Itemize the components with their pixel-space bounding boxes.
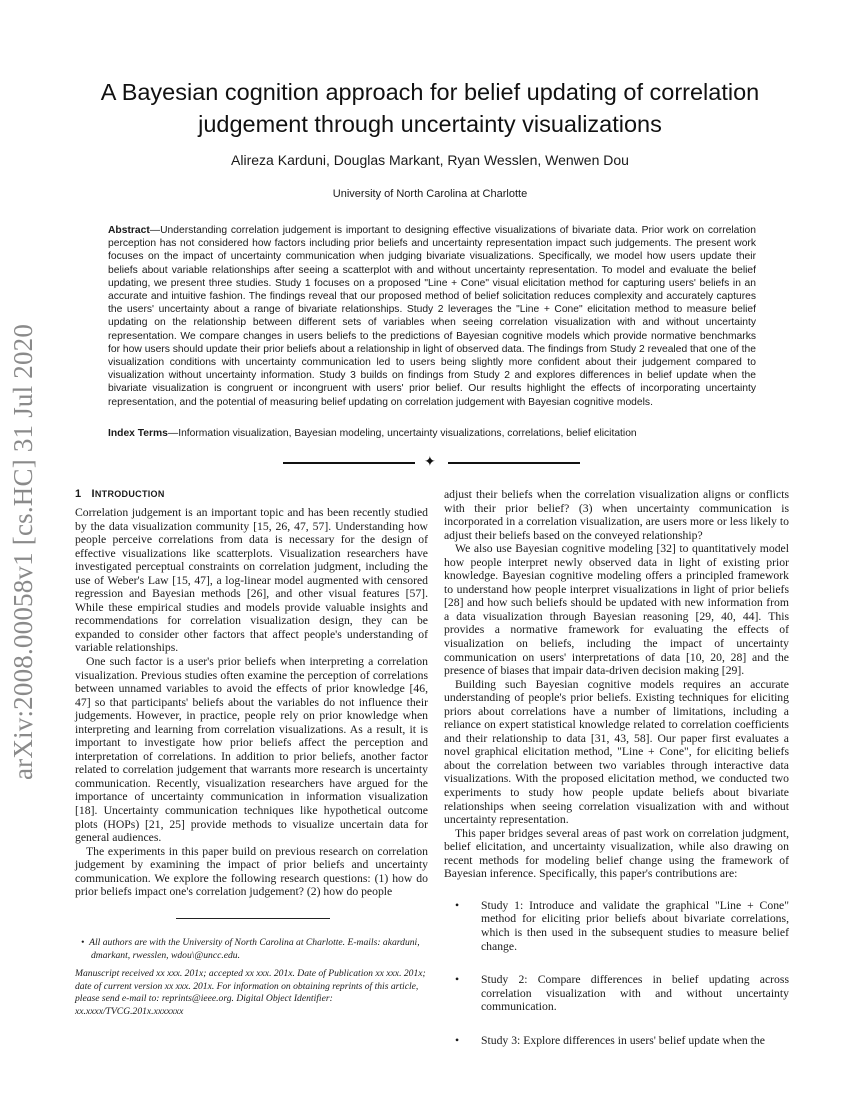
contributions-list [444,899,789,1047]
author-footnote [75,937,428,962]
affiliation: University of North Carolina at Charlotte [332,188,528,200]
section-number: 1 [75,488,82,500]
footnote-text: All authors are with the University of North Carolina at Charlotte. E-mails: akarduni, dmarkant, rwesslen, wdou\@uncc.edu. [89,937,420,961]
list-item-text: Study 3: Explore differences in users' belief update when the [481,1033,765,1047]
list-item [444,899,789,953]
paragraph: Correlation judgement is an important topic and has been recently studied by the data visualization community [15, 26, 47, 57]. Understanding how people perceive correlations from data is necessary for the design of effective visualizations like scatterplots. Visualization researchers have investigated perceptual constraints on correlation judgment, including the use of Weber's Law [15, 47], a log-linear model augmented with censored regression and Bayesian methods [26], and other visual features [57]. While these empirical studies and models provide valuable insights and recommendations for correlation visualization design, they can be expanded to consider other factors that affect people's understanding of variable relationships. [75,506,428,655]
paragraph: adjust their beliefs when the correlation visualization aligns or conflicts with their prior belief? (3) when uncertainty communication is incorporated in a correlation visualization, are users more or less likely to adjust their beliefs based on the conveyed relationship? [444,488,789,542]
divider-left-rule [283,462,415,464]
footnote-bullet: • [81,937,85,948]
paragraph: Building such Bayesian cognitive models requires an accurate understanding of people's prior beliefs. Existing techniques for eliciting priors about correlations have a number of limitations, including a reliance on expert statistical knowledge related to correlation coefficients and their relationship to data [31, 43, 58]. Our paper first evaluates a novel graphical elicitation method, "Line + Cone", for eliciting beliefs about the correlation between two variables through interactive data visualizations. With the proposed elicitation method, we conducted two experiments to study how people update beliefs about bivariate relationships when seeing correlation visualization with and without uncertainty representation. [444,677,789,827]
footnote-rule [176,918,330,919]
bullet: • [455,1033,460,1047]
bullet: • [455,898,460,912]
index-terms-label: Index Terms [108,428,168,439]
divider-diamond-icon: ✦ [424,455,436,470]
author-list: Alireza Karduni, Douglas Markant, Ryan Wesslen, Wenwen Dou [231,152,629,168]
list-item [444,973,789,1014]
divider-right-rule [448,462,580,464]
paragraph: The experiments in this paper build on previous research on correlation judgement by examining the impact of prior beliefs and uncertainty communication. We explore the following research questions: (1) how do prior beliefs impact one's correlation judgement? (2) how do people [75,844,428,899]
section-title-initial: I [91,488,95,500]
paragraph: One such factor is a user's prior beliefs when interpreting a correlation visualization. Previous studies often examine the perception of correlations between unnamed variables to avoid the effects of prior knowledge [46, 47] so that participants' beliefs about the variables do not influence their judgements. However, in practice, people rely on prior knowledge when interpreting and learning from correlation visualizations. As a result, it is important to investigate how prior beliefs affect the perception and interpretation of correlations. In addition to prior beliefs, another factor related to correlation judgement that warrants more research is uncertainty communication. Recently, visualization researchers have argued for the importance of uncertainty communication in information visualization [18]. Uncertainty communication techniques like hypothetical outcome plots (HOPs) [21, 25] provide methods to visualize uncertain data for general audiences. [75,655,428,845]
list-item [444,1034,789,1048]
arxiv-identifier: arXiv:2008.00058v1 [cs.HC] 31 Jul 2020 [8,323,38,780]
manuscript-info: Manuscript received xx xxx. 201x; accepted xx xxx. 201x. Date of Publication xx xxx. 201x; date of current version xx xxx. 201x. For information on obtaining reprints of this article, please send e-mail to: reprints@ieee.org. Digital Object Identifier: xx.xxxx/TVCG.201x.xxxxxxx [75,968,426,1017]
section-heading-introduction [75,488,165,500]
paragraph: This paper bridges several areas of past work on correlation judgment, belief elicitation, and uncertainty visualization, while also drawing on recent methods for modeling belief change using the framework of Bayesian inference. Specifically, this paper's contributions are: [444,826,789,881]
paper-title [60,76,800,140]
list-item-text: Study 2: Compare differences in belief updating across correlation visualization with and without uncertainty communication. [481,973,789,1014]
title-line-2: judgement through uncertainty visualizations [198,111,662,137]
bullet: • [455,973,460,987]
title-line-1: A Bayesian cognition approach for belief updating of correlation [100,79,760,105]
right-column [444,488,789,1067]
paragraph: We also use Bayesian cognitive modeling [32] to quantitatively model how people interpret newly observed data in light of existing prior knowledge. Bayesian cognitive modeling offers a principled framework to understand how people interpret visualizations in light of prior beliefs [28] and how such beliefs should be updated with new information from a data visualization through Bayesian reasoning [29, 40, 44]. This provides a normative framework for evaluating the effects of visualization on beliefs, including the impact of uncertainty communication on users' interpretations of data [10, 20, 28] and the presence of biases that impair data-driven decision making [29]. [444,542,789,678]
list-item-text: Study 1: Introduce and validate the graphical "Line + Cone" method for eliciting prior beliefs about bivariate correlations, which is then used in the subsequent studies to measure belief change. [481,898,789,953]
index-terms [108,427,756,440]
section-divider [283,456,580,470]
abstract [108,224,756,409]
section-title-rest: NTRODUCTION [94,489,165,499]
index-terms-text: —Information visualization, Bayesian modeling, uncertainty visualizations, correlations, belief elicitation [167,428,637,439]
left-column [75,506,428,899]
abstract-text: —Understanding correlation judgement is important to designing effective visualizations of bivariate data. Prior work on correlation perception has not considered how factors including prior beliefs and uncertainty representation impact such judgements. The present work focuses on the impact of uncertainty communication when judging bivariate visualizations. Specifically, we model how users update their beliefs about variable relationships after seeing a scatterplot with and without uncertainty representation. To model and evaluate the belief updating, we present three studies. Study 1 focuses on a proposed "Line + Cone" visual elicitation method for capturing users' beliefs in an accurate and intuitive fashion. The findings reveal that our proposed method of belief solicitation reduces complexity and accurately captures the users' uncertainty about a range of bivariate relationships. Study 2 leverages the "Line + Cone" elicitation method to measure belief updating on the relationship between different sets of variables when seeing correlation visualization with and without uncertainty representation. We compare changes in users beliefs to the predictions of Bayesian cognitive models which provide normative benchmarks for how users should update their prior beliefs about a relationship in light of observed data. The findings from Study 2 revealed that one of the visualization conditions with uncertainty communication led to users being slightly more confident about their judgement compared to visualization without uncertainty information. Study 3 builds on findings from Study 2 and explores differences in belief update when the bivariate visualization is congruent or incongruent with users' prior belief. Our results highlight the effects of incorporating uncertainty representation, and the potential of measuring belief updating on correlation judgement with Bayesian cognitive models. [108,225,756,408]
abstract-label: Abstract [108,225,150,236]
